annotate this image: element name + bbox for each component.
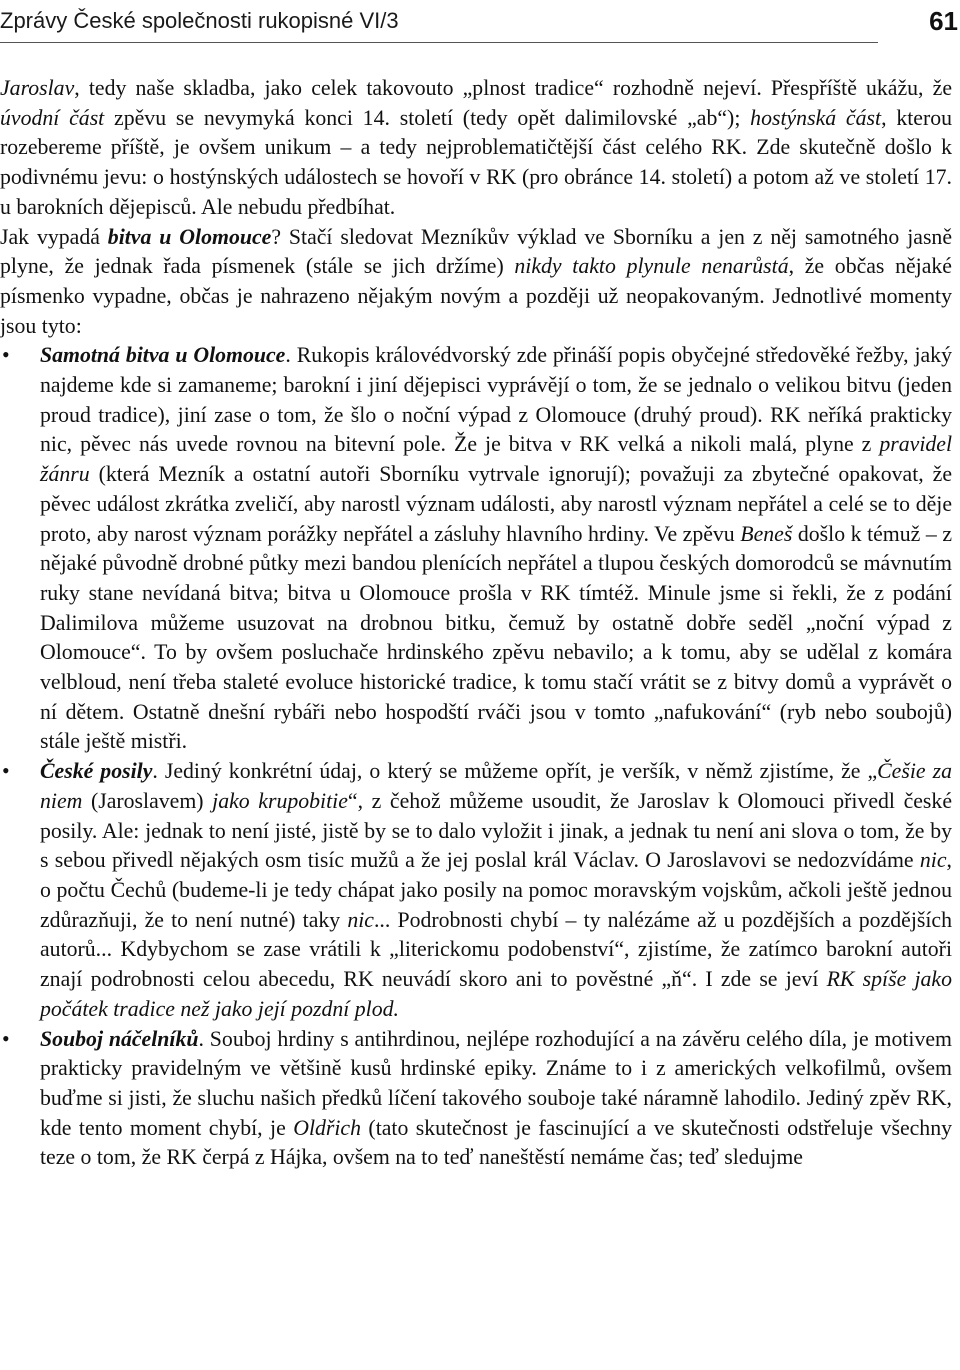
header-rule: [0, 42, 878, 43]
italic-text: nikdy takto plynule nenarůstá: [514, 254, 789, 279]
text-run: (Jaroslavem): [82, 788, 213, 813]
emphasis-heading: bitva u Olomouce: [107, 224, 272, 249]
bullet-text: [40, 759, 952, 1021]
italic-text: Beneš: [740, 521, 793, 546]
bullet-marker: •: [2, 343, 10, 368]
text-run: (tato skutečnost je fascinující a ve skutečnosti odstřeluje všechny teze o tom, že RK čerpá z Hájka, ovšem na to teď naneštěstí nemáme čas; teď sledujme: [40, 1115, 952, 1170]
italic-text: hostýnská část: [750, 105, 882, 130]
text-run: . Jediný konkrétní údaj, o který se můžeme opřít, je veršík, v němž zjistíme, že „: [152, 759, 878, 784]
text-run: , že občas nějaké písmenko vypadne, občas je nahrazeno nějakým novým a později už neopakovaným. Jednotlivé momenty jsou tyto:: [0, 254, 952, 338]
paragraph-bitva: [0, 223, 952, 342]
emphasis-heading: Souboj náčelníků: [40, 1026, 199, 1051]
text-run: , tedy naše skladba, jako celek takovouto „plnost tradice“ rozhodně nejeví. Přespříště ukážu, že: [74, 76, 952, 100]
italic-text: Češie za niem: [40, 759, 952, 813]
italic-text: jako krupobitie: [212, 788, 348, 813]
text-run: Jak vypadá: [0, 224, 108, 249]
italic-text: nic: [347, 907, 374, 932]
page-header: [0, 2, 960, 42]
bullet-marker: •: [2, 759, 10, 784]
text-run: . Rukopis královédvorský zde přináší popis obyčejné středověké řežby, jaký najdeme kde si zamaneme; barokní i jiní dějepisci vyprávějí o tom, že se jednalo o velikou bitvu (jeden proud tradice), jiní zase o tom, že šlo o noční výpad z Olomouce (druhý proud). RK neříká prakticky nic, pěvec nás uvede rovnou na bitevní pole. Že je bitva v RK velká a nikoli malá, plyne z: [40, 343, 952, 457]
text-run: . Souboj hrdiny s antihrdinou, nejlépe rozhodující a na závěru celého díla, je motivem prakticky pravidelným ve většině kusů hrdinské epiky. Známe to i z amerických velkofilmů, ovšem buďme si jisti, že sluchu našich předků líčení takového souboje také náramně lahodilo. Jediný zpěv RK, kde tento moment chybí, je: [40, 1026, 952, 1140]
bullet-text: [40, 1027, 952, 1170]
bullet-marker: •: [2, 1026, 10, 1051]
text-run: (která Mezník a ostatní autoři Sborníku vytrvale ignorují); považuji za zbytečné opakovat, že pěvec událost zkrátka zveličí, aby narostl význam události, aby narostl význam nepřátel a celé se to děje proto, aby narost význam porážky nepřátel a zásluhy hlavního hrdiny. Ve zpěvu: [40, 462, 952, 546]
running-title: Zprávy České společnosti rukopisné VI/3: [0, 8, 399, 33]
bullet-item-samotna-bitva: [0, 341, 952, 757]
paragraph-jaroslav: [0, 74, 952, 223]
bullet-item-souboj-nacelniku: [0, 1025, 952, 1174]
text-run: “, z čehož můžeme usoudit, že Jaroslav k Olomouci přivedl české posily. Ale: jednak to není jisté, jistě by se to dalo vyložit i jinak, a jednak tu není ani slova o tom, že by s sebou přivedl nějakých osm tisíc mužů a že jej poslal král Václav. O Jaroslavovi se nedozvídáme: [40, 788, 952, 873]
italic-text: pravidel žánru: [40, 432, 952, 487]
emphasis-heading: Samotná bitva u Olomouce: [40, 343, 286, 368]
italic-text: RK spíše jako počátek tradice než jako její pozdní plod.: [40, 967, 952, 1021]
page-number: 61: [929, 6, 958, 36]
italic-text: úvodní část: [0, 105, 105, 130]
bullet-item-ceske-posily: [0, 757, 952, 1024]
body-text: [0, 74, 952, 1173]
text-run: ... Podrobnosti chybí – ty nalézáme až u pozdějších a pozdějších autorů... Kdybychom se zase vrátili k „literickomu podobenství“, zjistíme, že zatímco barokní autoři znají podrobnosti celou abecedu, RK neuvádí skoro ani to pověstné „ň“. I zde se jeví: [40, 907, 952, 992]
text-run: došlo k témuž – z nějaké původně drobné půtky mezi bandou plenících nepřátel a tlupou českých domorodců se mávnutím ruky stane nevídaná bitva; bitva u Olomouce prošla v RK tímtéž. Minule jsme si řekli, že z podání Dalimilova můžeme usuzovat na drobnou bitku, čemuž by ostatně dobře seděl „noční výpad z Olomouce“. To by ovšem posluchače hrdinského zpěvu nebavilo; a k tomu, aby se udělal z komára velbloud, není třeba staleté evoluce historické tradice, k tomu stačí vrátit se z bitvy domů a vyprávět o ní dětem. Ostatně dnešní rybáři nebo hospodští rváči jsou v tomto „nafukování“ (ryb nebo soubojů) stále ještě mistři.: [40, 521, 952, 754]
emphasis-heading: České posily: [40, 759, 153, 784]
italic-text: Oldřich: [293, 1115, 362, 1140]
italic-text: Jaroslav: [0, 76, 75, 100]
text-run: zpěvu se nevymyká konci 14. století (tedy opět dalimilovské „ab“);: [104, 105, 751, 130]
text-run: ? Stačí sledovat Mezníkův výklad ve Sborníku a jen z něj samotného jasně plyne, že jednak řada písmenek (stále se jich držíme): [0, 224, 953, 279]
italic-text: nic: [919, 848, 947, 873]
bullet-text: [40, 343, 952, 753]
text-run: , o počtu Čechů (budeme-li je tedy chápat jako posily na pomoc moravským vojskům, ačkoli ještě jednou zdůrazňuji, že to není nutné) taky: [40, 848, 952, 932]
text-run: , kterou rozebereme příště, je ovšem unikum – a tedy nejproblematičtější část celého RK. Zde skutečně došlo k podivnému jevu: o hostýnských událostech se hovoří v RK (pro obránce 14. století) a potom až ve století 17. u barokních dějepisců. Ale nebudu předbíhat.: [0, 105, 952, 219]
